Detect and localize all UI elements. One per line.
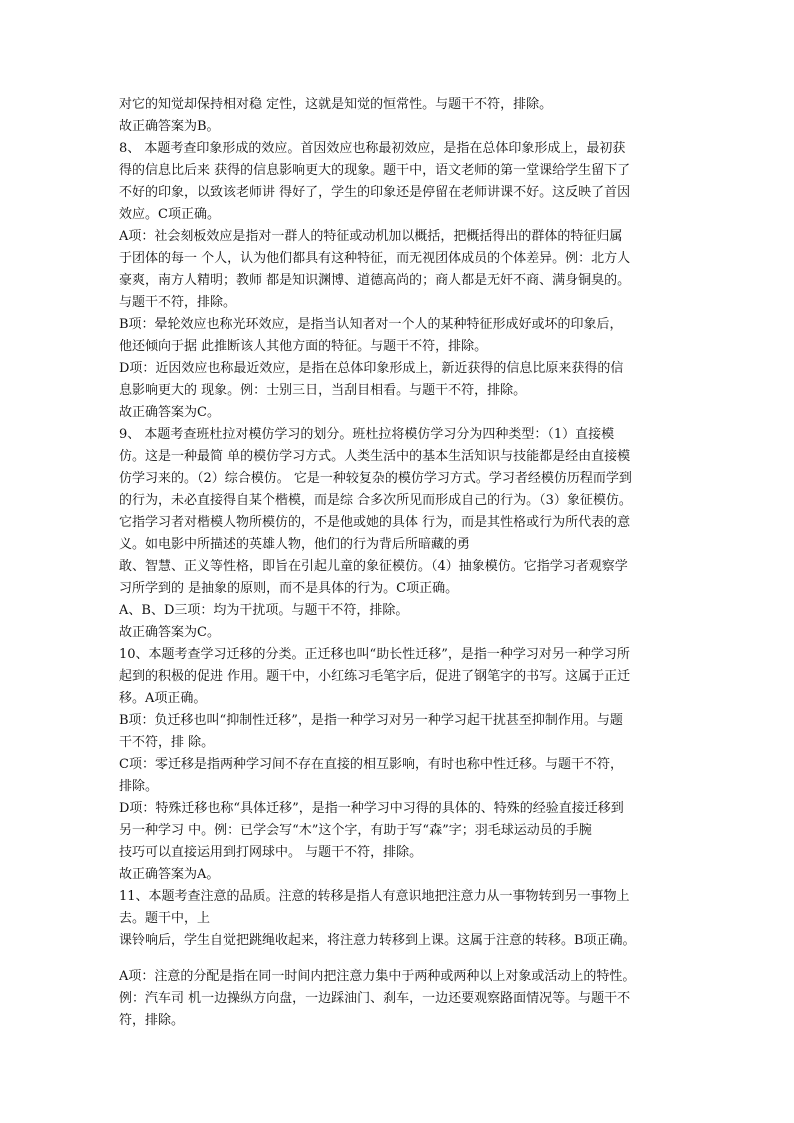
text-line: 故正确答案为B。 (119, 119, 220, 134)
text-line: 对它的知觉却保持相对稳 定性，这就是知觉的恒常性。与题干不符，排除。 (119, 97, 553, 112)
text-line: A项：社会刻板效应是指对一群人的特征或动机加以概括，把概括得出的群体的特征归属 (119, 229, 623, 244)
text-line: 另一种学习 中。例：已学会写“木”这个字，有助于写“森”字；羽毛球运动员的手腕 (119, 823, 592, 838)
text-line: A、B、D三项：均为干扰项。与题干不符，排除。 (119, 603, 409, 618)
text-line: 得的信息比后来 获得的信息影响更大的现象。题干中，语文老师的第一堂课给学生留下了 (119, 163, 631, 178)
text-line: 排除。 (119, 779, 159, 794)
text-line: 的行为，未必直接得自某个楷模，而是综 合多次所见而形成自己的行为。（3）象征模仿。 (119, 493, 632, 508)
text-line: 起到的积极的促进 作用。题干中，小红练习毛笔字后，促进了钢笔字的书写。这属于正迁 (119, 669, 631, 684)
text-line: 敢、智慧、正义等性格，即旨在引起儿童的象征模仿。（4）抽象模仿。它指学习者观察学 (119, 559, 628, 574)
text-line: D项：特殊迁移也称“具体迁移”，是指一种学习中习得的具体的、特殊的经验直接迁移到 (119, 801, 624, 816)
text-line: 课铃响后，学生自觉把跳绳收起来，将注意力转移到上课。这属于注意的转移。B项正确。 (119, 933, 636, 948)
text-line: 符，排除。 (119, 1013, 185, 1028)
text-line: 息影响更大的 现象。例：士别三日，当刮目相看。与题干不符，排除。 (119, 383, 527, 398)
text-line: B项：晕轮效应也称光环效应，是指当认知者对一个人的某种特征形成好或坏的印象后， (119, 317, 623, 332)
text-line: 11、本题考查注意的品质。注意的转移是指人有意识地把注意力从一事物转到另一事物上 (119, 889, 630, 904)
text-line: 9、 本题考查班杜拉对模仿学习的划分。班杜拉将模仿学习分为四种类型：（1）直接模 (119, 427, 615, 442)
text-line: B项：负迁移也叫“抑制性迁移”，是指一种学习对另一种学习起干扰甚至抑制作用。与题 (119, 713, 623, 728)
text-line: 他还倾向于据 此推断该人其他方面的特征。与题干不符，排除。 (119, 339, 488, 354)
text-line: 干不符，排 除。 (119, 735, 215, 750)
paragraph-gap (119, 952, 689, 966)
text-line: 去。题干中，上 (119, 911, 211, 926)
text-line: 移。A项正确。 (119, 691, 207, 706)
text-line: A项：注意的分配是指在同一时间内把注意力集中于两种或两种以上对象或活动上的特性。 (119, 969, 636, 984)
text-line: 8、 本题考查印象形成的效应。首因效应也称最初效应，是指在总体印象形成上，最初获 (119, 141, 626, 156)
text-line: 故正确答案为A。 (119, 867, 220, 882)
text-line: 义。如电影中所描述的英雄人物，他们的行为背后所暗藏的勇 (119, 537, 471, 552)
text-line: 与题干不符，排除。 (119, 295, 237, 310)
text-line: 习所学到的 是抽象的原则，而不是具体的行为。C项正确。 (119, 581, 459, 596)
text-line: 它指学习者对楷模人物所模仿的，不是他或她的具体 行为，而是其性格或行为所代表的意 (119, 515, 631, 530)
text-line: 10、本题考查学习迁移的分类。正迁移也叫“助长性迁移”，是指一种学习对另一种学习所 (119, 647, 630, 662)
text-line: C项：零迁移是指两种学习间不存在直接的相互影响，有时也称中性迁移。与题干不符， (119, 757, 623, 772)
text-line: 故正确答案为C。 (119, 405, 220, 420)
text-line: 不好的印象，以致该老师讲 得好了，学生的印象还是停留在老师讲课不好。这反映了首因 (119, 185, 631, 200)
text-line: 技巧可以直接运用到打网球中。 与题干不符，排除。 (119, 845, 423, 860)
text-line: 豪爽，南方人精明；教师 都是知识渊博、道德高尚的；商人都是无奸不商、满身铜臭的。 (119, 273, 631, 288)
text-line: 效应。C项正确。 (119, 207, 220, 222)
text-line: 仿。这是一种最简 单的模仿学习方式。人类生活中的基本生活知识与技能都是经由直接模 (119, 449, 631, 464)
text-line: 故正确答案为C。 (119, 625, 220, 640)
text-line: 于团体的每一 个人，认为他们都具有这种特征，而无视团体成员的个体差异。例：北方人 (119, 251, 631, 266)
text-line: 仿学习来的。（2）综合模仿。 它是一种较复杂的模仿学习方式。学习者经模仿历程而学到 (119, 471, 632, 486)
answer-explanations (119, 94, 689, 1032)
text-line: D项：近因效应也称最近效应，是指在总体印象形成上，新近获得的信息比原来获得的信 (119, 361, 624, 376)
text-line: 例：汽车司 机一边操纵方向盘，一边踩油门、刹车，一边还要观察路面情况等。与题干不 (119, 991, 631, 1006)
